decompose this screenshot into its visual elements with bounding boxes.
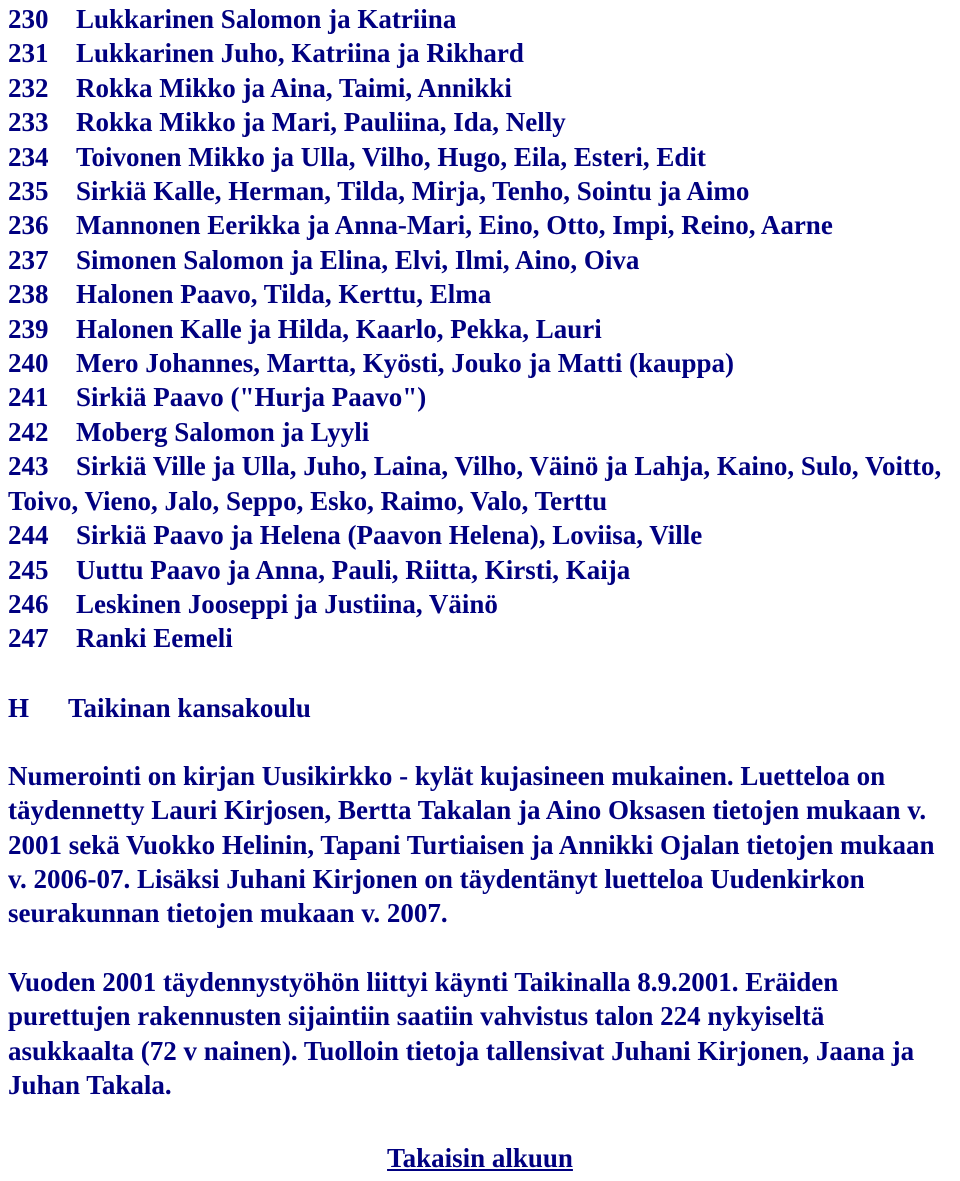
- entry-number: 234: [8, 141, 49, 172]
- entry-text: Sirkiä Kalle, Herman, Tilda, Mirja, Tenho, Sointu ja Aimo: [76, 176, 750, 207]
- note-paragraph-visit: Vuoden 2001 täydennystyöhön liittyi käynti Taikinalla 8.9.2001. Eräiden purettujen rakennusten sijaintiin saatiin vahvistus talon 224 nykyiseltä asukkaalta (72 v nainen). Tuolloin tietoja tallensivat Juhani Kirjonen, Jaana ja Juhan Takala.: [8, 966, 915, 1100]
- list-item: [8, 105, 952, 139]
- entry-text: Sirkiä Paavo ("Hurja Paavo"): [76, 382, 427, 413]
- entry-text: Halonen Kalle ja Hilda, Kaarlo, Pekka, Lauri: [76, 313, 602, 344]
- entry-number: 235: [8, 176, 49, 207]
- entry-text: Toivonen Mikko ja Ulla, Vilho, Hugo, Eila, Esteri, Edit: [76, 141, 706, 172]
- back-link-container: [0, 1140, 960, 1176]
- entry-number: 232: [8, 72, 49, 103]
- list-item: [8, 346, 952, 380]
- entry-text: Lukkarinen Salomon ja Katriina: [76, 4, 457, 34]
- entry-number: 240: [8, 348, 49, 379]
- list-item: [8, 415, 952, 449]
- entry-text: Uuttu Paavo ja Anna, Pauli, Riitta, Kirsti, Kaija: [76, 554, 631, 585]
- section-letter: H: [8, 692, 30, 723]
- entry-number: 247: [8, 623, 49, 654]
- entry-number: 243: [8, 451, 49, 482]
- entry-text: Rokka Mikko ja Aina, Taimi, Annikki: [76, 72, 512, 103]
- entry-text: Mero Johannes, Martta, Kyösti, Jouko ja Matti (kauppa): [76, 348, 734, 379]
- entry-text: Mannonen Eerikka ja Anna-Mari, Eino, Otto, Impi, Reino, Aarne: [76, 210, 833, 241]
- entry-number: 238: [8, 279, 49, 310]
- entry-text: Simonen Salomon ja Elina, Elvi, Ilmi, Aino, Oiva: [76, 244, 640, 275]
- entry-number: 233: [8, 107, 49, 138]
- list-item: [8, 36, 952, 70]
- list-item: [8, 208, 952, 242]
- entry-number: 230: [8, 4, 49, 34]
- entry-list: [8, 0, 952, 656]
- list-item: [8, 380, 952, 414]
- entry-text: Halonen Paavo, Tilda, Kerttu, Elma: [76, 279, 492, 310]
- entry-text: Sirkiä Paavo ja Helena (Paavon Helena), Loviisa, Ville: [76, 520, 703, 551]
- list-item: [8, 587, 952, 621]
- entry-number: 246: [8, 588, 49, 619]
- list-item: [8, 518, 952, 552]
- entry-text: Leskinen Jooseppi ja Justiina, Väinö: [76, 588, 498, 619]
- list-item: [8, 71, 952, 105]
- entry-text: Lukkarinen Juho, Katriina ja Rikhard: [76, 38, 524, 69]
- list-item: [8, 449, 952, 518]
- entry-text: Rokka Mikko ja Mari, Pauliina, Ida, Nelly: [76, 107, 566, 138]
- list-item: [8, 243, 952, 277]
- entry-text: Sirkiä Ville ja Ulla, Juho, Laina, Vilho, Väinö ja Lahja, Kaino, Sulo, Voitto, Toivo, Vieno, Jalo, Seppo, Esko, Raimo, Valo, Terttu: [8, 451, 942, 516]
- entry-number: 237: [8, 244, 49, 275]
- list-item: [8, 2, 952, 36]
- section-title: Taikinan kansakoulu: [68, 692, 311, 723]
- note-paragraph-numbering: Numerointi on kirjan Uusikirkko - kylät kujasineen mukainen. Luetteloa on täydennetty Lauri Kirjosen, Bertta Takalan ja Aino Oksasen tietojen mukaan v. 2001 sekä Vuokko Helinin, Tapani Turtiaisen ja Annikki Ojalan tietojen mukaan v. 2006-07. Lisäksi Juhani Kirjonen on täydentänyt luetteloa Uudenkirkon seurakunnan tietojen mukaan v. 2007.: [8, 760, 935, 929]
- back-to-top-link[interactable]: Takaisin alkuun: [387, 1143, 573, 1173]
- list-item: [8, 174, 952, 208]
- entry-number: 245: [8, 554, 49, 585]
- entry-number: 236: [8, 210, 49, 241]
- list-item: [8, 312, 952, 346]
- section-heading: [8, 691, 952, 725]
- entry-number: 239: [8, 313, 49, 344]
- entry-text: Ranki Eemeli: [76, 623, 233, 654]
- list-item: [8, 140, 952, 174]
- entry-text: Moberg Salomon ja Lyyli: [76, 416, 370, 447]
- list-item: [8, 277, 952, 311]
- list-item: [8, 621, 952, 655]
- entry-number: 231: [8, 38, 49, 69]
- entry-number: 242: [8, 416, 49, 447]
- list-item: [8, 553, 952, 587]
- entry-number: 241: [8, 382, 49, 413]
- entry-number: 244: [8, 520, 49, 551]
